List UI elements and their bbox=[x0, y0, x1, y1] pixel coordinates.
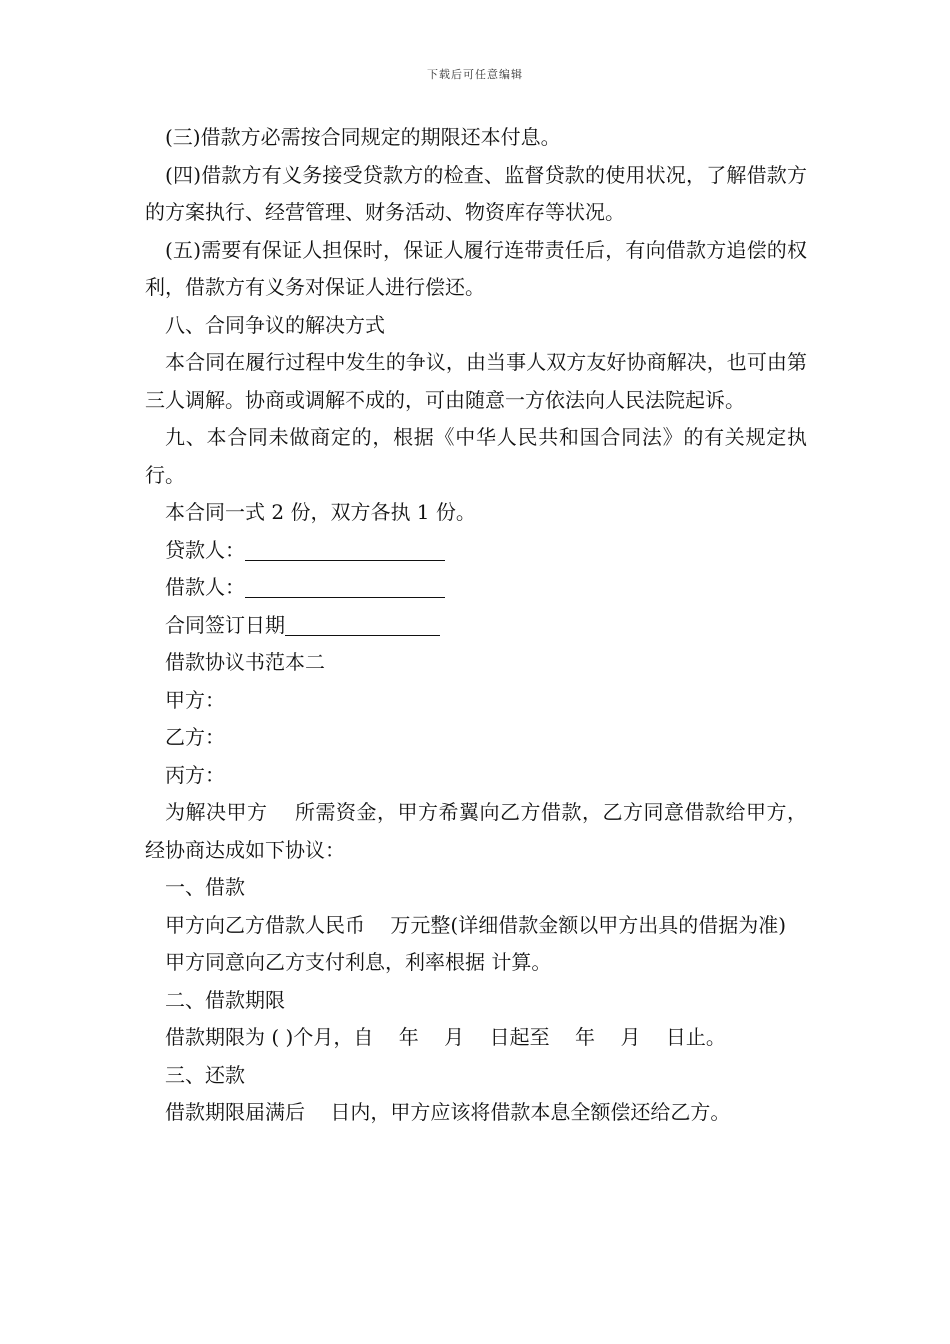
borrower-signature-line bbox=[145, 569, 807, 607]
copies-note: 本合同一式 2 份，双方各执 1 份。 bbox=[165, 500, 476, 524]
lender-blank bbox=[245, 538, 445, 561]
repayment-heading: 三、还款 bbox=[165, 1062, 245, 1087]
party-c: 丙方： bbox=[165, 762, 225, 787]
section-8-text: 本合同在履行过程中发生的争议，由当事人双方友好协商解决，也可由第三人调解。协商或调解不成的，可由随意一方依法向人民法院起诉。 bbox=[145, 350, 807, 412]
term-text: 借款期限为 ( )个月，自 年 月 日起至 年 月 日止。 bbox=[165, 1025, 726, 1049]
party-b: 乙方： bbox=[165, 725, 225, 749]
clause-5: (五)需要有保证人担保时，保证人履行连带责任后，有向借款方追偿的权利，借款方有义务对保证人进行偿还。 bbox=[145, 237, 807, 299]
borrower-blank bbox=[245, 575, 445, 598]
borrower-label: 借款人： bbox=[165, 575, 245, 599]
document-body bbox=[145, 119, 807, 1132]
party-a: 甲方： bbox=[165, 687, 225, 712]
sign-date-label: 合同签订日期 bbox=[165, 612, 285, 637]
sign-date-line bbox=[145, 607, 807, 645]
section-9-text: 九、本合同未做商定的，根据《中华人民共和国合同法》的有关规定执行。 bbox=[145, 425, 807, 487]
clause-4: (四)借款方有义务接受贷款方的检查、监督贷款的使用状况，了解借款方的方案执行、经营管理、财务活动、物资库存等状况。 bbox=[145, 162, 807, 224]
preamble: 为解决甲方 所需资金，甲方希翼向乙方借款，乙方同意借款给甲方，经协商达成如下协议： bbox=[145, 800, 807, 862]
page-header: 下载后可任意编辑 bbox=[427, 68, 523, 81]
interest-text: 甲方同意向乙方支付利息，利率根据 计算。 bbox=[165, 950, 552, 974]
repayment-text: 借款期限届满后 日内，甲方应该将借款本息全额偿还给乙方。 bbox=[165, 1100, 731, 1124]
lender-signature-line bbox=[145, 532, 807, 570]
clause-3: (三)借款方必需按合同规定的期限还本付息。 bbox=[165, 125, 561, 149]
lender-label: 贷款人： bbox=[165, 537, 245, 562]
loan-amount-text: 甲方向乙方借款人民币 万元整(详细借款金额以甲方出具的借据为准) bbox=[165, 912, 787, 937]
sign-date-blank bbox=[285, 613, 440, 636]
section-8-heading: 八、合同争议的解决方式 bbox=[165, 312, 385, 337]
term-heading: 二、借款期限 bbox=[165, 987, 285, 1012]
loan-heading: 一、借款 bbox=[165, 875, 245, 899]
template-2-title: 借款协议书范本二 bbox=[165, 650, 325, 674]
